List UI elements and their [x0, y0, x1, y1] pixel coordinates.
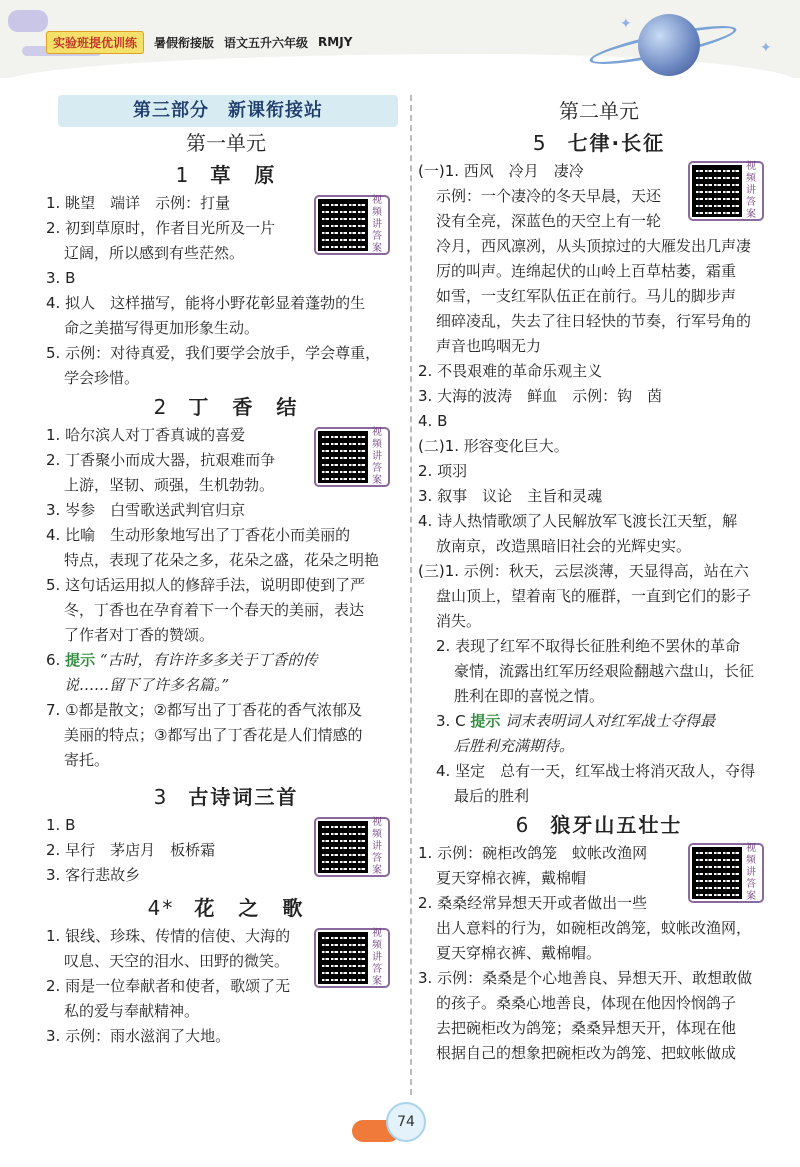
answer-line: (二)1. 形容变化巨大。 [418, 437, 569, 455]
qr-label: 视频讲答案 [746, 843, 756, 902]
left-column [46, 95, 406, 1049]
answer-line: 辽阔，所以感到有些茫然。 [64, 244, 245, 262]
lesson-title [46, 781, 406, 813]
page-number: 74 [386, 1102, 426, 1142]
answer-line: 没有全亮，深蓝色的天空上有一轮 [436, 212, 662, 230]
lesson-title [418, 127, 780, 159]
answer-block [46, 813, 406, 888]
qr-code-icon [318, 199, 368, 251]
answer-line: 特点，表现了花朵之多，花朵之盛，花朵之明艳 [64, 551, 380, 569]
edition-label: 暑假衔接版 [154, 35, 215, 50]
hint-text: 后胜利充满期待。 [454, 737, 575, 755]
lesson-name: 古诗词三首 [188, 785, 299, 809]
star-icon: ✦ [620, 16, 632, 32]
answer-line: 放南京，改造黑暗旧社会的光辉史实。 [436, 537, 692, 555]
answer-line: 胜利在即的喜悦之情。 [454, 687, 605, 705]
answer-line: 声音也呜咽无力 [436, 337, 542, 355]
lesson-name: 丁 香 结 [188, 395, 299, 419]
lesson-title [46, 391, 406, 423]
answer-line: 示例：一个凄冷的冬天早晨，天还 [436, 187, 662, 205]
hint-text: 说……留下了许多名篇。” [64, 676, 230, 694]
answer-line: 2. 雨是一位奉献者和使者，歌颂了无 [46, 977, 291, 995]
unit-title: 第一单元 [186, 131, 266, 155]
answer-line: 1. B [46, 816, 76, 834]
answer-block [418, 841, 780, 1066]
answer-line: 5. 示例：对待真爱，我们要学会放手，学会尊重， [46, 344, 381, 362]
qr-label: 视频讲答案 [372, 195, 382, 254]
qr-label: 视频讲答案 [746, 161, 756, 220]
qr-code-icon [318, 932, 368, 984]
answer-line: 豪情，流露出红军历经艰险翻越六盘山，长征 [454, 662, 755, 680]
qr-code[interactable] [688, 843, 764, 903]
answer-line: 美丽的特点；③都写出了丁香花是人们情感的 [64, 726, 363, 744]
answer-line: 的孩子。桑桑心地善良，体现在他因怜悯鸽子 [436, 994, 737, 1012]
answer-line: 寄托。 [64, 751, 110, 769]
publisher-label: RMJY [318, 35, 353, 49]
answer-line: 2. 桑桑经常异想天开或者做出一些 [418, 894, 648, 912]
answer-line: 4. B [418, 412, 448, 430]
question-number: 6. [46, 651, 61, 669]
qr-code-icon [692, 847, 742, 899]
qr-code-icon [692, 165, 742, 217]
answer-line: 2. 表现了红军不取得长征胜利绝不罢休的革命 [436, 637, 741, 655]
answer-line: 冷月，西风凛冽，从头顶掠过的大雁发出几声凄 [436, 237, 752, 255]
lesson-number: 1 [175, 163, 191, 187]
answer-line: 5. 这句话运用拟人的修辞手法，说明即使到了严 [46, 576, 366, 594]
answer-line: 2. 项羽 [418, 462, 468, 480]
answer-line: 夏天穿棉衣裤，戴棉帽 [436, 869, 587, 887]
lesson-number: 2 [153, 395, 169, 419]
lesson-title [46, 159, 406, 191]
answer-line: 3. 岑参 白雪歌送武判官归京 [46, 501, 246, 519]
answer-line: 3. 示例：桑桑是个心地善良、异想天开、敢想敢做 [418, 969, 753, 987]
qr-code[interactable] [314, 427, 390, 487]
answer-line: 上游，坚韧、顽强，生机勃勃。 [64, 476, 275, 494]
answer-line: 根据自己的想象把碗柜改为鸽笼、把蚊帐做成 [436, 1044, 737, 1062]
qr-code-icon [318, 431, 368, 483]
header-title [46, 32, 352, 52]
answer-line: 1. 眺望 端详 示例：打量 [46, 194, 231, 212]
column-divider [410, 95, 412, 1095]
answer-line [418, 709, 780, 734]
answer-line: 盘山顶上，望着南飞的雁群，一直到它们的影子 [436, 587, 752, 605]
answer-line: 3. B [46, 269, 76, 287]
answer-line: 1. 哈尔滨人对丁香真诚的喜爱 [46, 426, 246, 444]
answer-line: 3. 示例：雨水滋润了大地。 [46, 1027, 231, 1045]
answer-line: (三)1. 示例：秋天，云层淡薄，天显得高，站在六 [418, 562, 749, 580]
header-decoration [8, 10, 48, 32]
answer-line: 2. 不畏艰难的革命乐观主义 [418, 362, 603, 380]
answer-line: 2. 初到草原时，作者目光所及一片 [46, 219, 276, 237]
answer-line: 3. 叙事 议论 主旨和灵魂 [418, 487, 603, 505]
qr-code[interactable] [314, 817, 390, 877]
part-banner: 第三部分 新课衔接站 [58, 95, 398, 127]
answer-line: 4. 诗人热情歌颂了人民解放军飞渡长江天堑，解 [418, 512, 738, 530]
qr-code-icon [318, 821, 368, 873]
right-column [418, 95, 780, 1066]
qr-code[interactable] [314, 195, 390, 255]
answer-line: 学会珍惜。 [64, 369, 140, 387]
lesson-number: 3 [153, 785, 169, 809]
answer-block [46, 423, 406, 773]
answer-line: 1. 银线、珍珠、传情的信使、大海的 [46, 927, 291, 945]
question-number: 3. C [436, 712, 466, 730]
answer-line: 命之美描写得更加形象生动。 [64, 319, 260, 337]
answer-line: 去把碗柜改为鸽笼；桑桑异想天开，体现在他 [436, 1019, 737, 1037]
lesson-name: 七律·长征 [567, 131, 666, 155]
hint-label: 提示 [470, 712, 501, 730]
page-header [0, 0, 800, 78]
answer-line: 4. 拟人 这样描写，能将小野花彰显着蓬勃的生 [46, 294, 366, 312]
answer-line: 4. 比喻 生动形象地写出了丁香花小而美丽的 [46, 526, 351, 544]
answer-line: 私的爱与奉献精神。 [64, 1002, 200, 1020]
lesson-name: 草 原 [210, 163, 277, 187]
answer-line: 厉的叫声。连绵起伏的山岭上百草枯萎，霜重 [436, 262, 737, 280]
subject-label: 语文五升六年级 [224, 35, 309, 50]
lesson-title [418, 809, 780, 841]
answer-line: 夏天穿棉衣裤、戴棉帽。 [436, 944, 602, 962]
qr-code[interactable] [688, 161, 764, 221]
star-icon: ✦ [760, 40, 772, 56]
answer-line: 了作者对丁香的赞颂。 [64, 626, 215, 644]
lesson-number: 5 [532, 131, 548, 155]
answer-line: 2. 早行 茅店月 板桥霜 [46, 841, 216, 859]
answer-line: 消失。 [436, 612, 482, 630]
answer-line: 7. ①都是散文；②都写出了丁香花的香气浓郁及 [46, 701, 362, 719]
lesson-number: 4* [147, 896, 175, 920]
page-footer [0, 1090, 800, 1167]
qr-code[interactable] [314, 928, 390, 988]
qr-label: 视频讲答案 [372, 928, 382, 987]
lesson-title [46, 892, 406, 924]
planet-icon [638, 14, 700, 76]
lesson-number: 6 [515, 813, 531, 837]
answer-line: 最后的胜利 [454, 787, 530, 805]
hint-text: 词末表明词人对红军战士夺得最 [505, 712, 716, 730]
answer-line [46, 648, 406, 673]
answer-line: (一)1. 西风 冷月 凄冷 [418, 162, 584, 180]
answer-line: 叹息、天空的泪水、田野的微笑。 [64, 952, 290, 970]
hint-text: “古时，有许许多多关于丁香的传 [99, 651, 318, 669]
lesson-name: 花 之 歌 [194, 896, 305, 920]
answer-block [418, 159, 780, 809]
answer-line: 2. 丁香聚小而成大器，抗艰难而争 [46, 451, 276, 469]
answer-line: 3. 客行悲故乡 [46, 866, 141, 884]
answer-line: 4. 坚定 总有一天，红军战士将消灭敌人，夺得 [436, 762, 756, 780]
hint-label: 提示 [65, 651, 96, 669]
answer-line: 如雪，一支红军队伍正在前行。马儿的脚步声 [436, 287, 737, 305]
qr-label: 视频讲答案 [372, 817, 382, 876]
answer-line: 冬，丁香也在孕育着下一个春天的美丽，表达 [64, 601, 365, 619]
answer-line: 3. 大海的波涛 鲜血 示例：钩 茵 [418, 387, 663, 405]
answer-line: 细碎凌乱，失去了往日轻快的节奏，行军号角的 [436, 312, 752, 330]
lesson-name: 狼牙山五壮士 [550, 813, 683, 837]
answer-block [46, 924, 406, 1049]
answer-line: 出人意料的行为，如碗柜改鸽笼，蚊帐改渔网， [436, 919, 752, 937]
answer-block [46, 191, 406, 391]
qr-label: 视频讲答案 [372, 427, 382, 486]
series-brand: 实验班提优训练 [46, 31, 144, 54]
answer-line: 1. 示例：碗柜改鸽笼 蚊帐改渔网 [418, 844, 648, 862]
unit-title: 第二单元 [559, 99, 639, 123]
